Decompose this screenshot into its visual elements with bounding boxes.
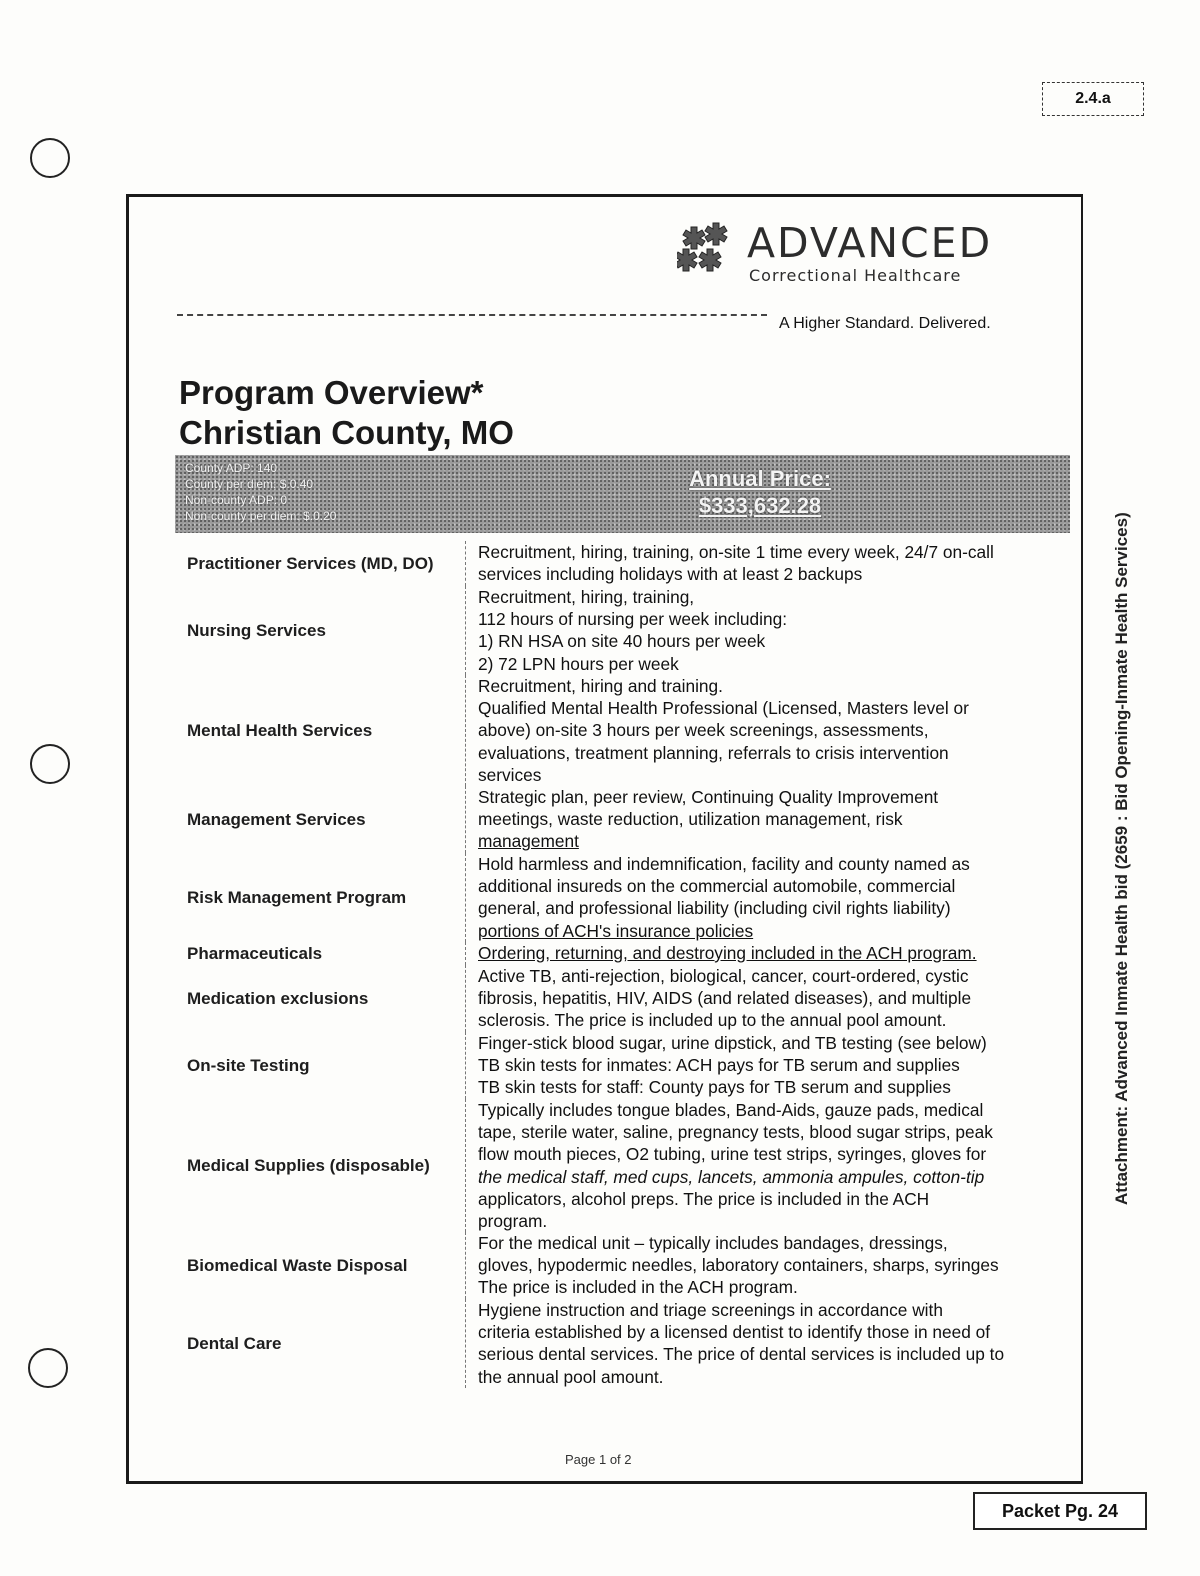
- service-description: Typically includes tongue blades, Band-Aids, gauze pads, medical tape, sterile water, saline, pregnancy tests, blood sugar strips, peak flow mouth pieces, O2 tubing, urine test strips, syringes, gloves for the medical staff, med cups, lancets, ammonia ampules, cotton-tip applicators, alcohol preps. The price is included in the ACH program.: [465, 1099, 1072, 1232]
- annual-price-value: $333,632.28: [698, 493, 822, 518]
- page-title: [179, 373, 514, 453]
- table-row: [177, 1232, 1072, 1299]
- table-row: [177, 942, 1072, 965]
- service-description: Ordering, returning, and destroying included in the ACH program.: [465, 942, 1072, 965]
- service-label: Pharmaceuticals: [187, 944, 323, 963]
- service-label: Risk Management Program: [187, 888, 407, 907]
- attachment-note: Attachment: Advanced Inmate Health bid (2659 : Bid Opening-Inmate Health Services): [1112, 512, 1131, 1205]
- table-row: [177, 1099, 1072, 1232]
- county-per-diem: County per diem: $.0.40: [185, 477, 314, 491]
- service-label: Medical Supplies (disposable): [187, 1156, 430, 1175]
- star-of-life-cluster-icon: [677, 221, 735, 281]
- services-table: [177, 541, 1072, 1388]
- county-adp: County ADP: 140: [185, 461, 278, 475]
- service-label: On-site Testing: [187, 1056, 310, 1075]
- table-row: [177, 965, 1072, 1032]
- tagline: A Higher Standard. Delivered.: [779, 315, 991, 332]
- service-description: Recruitment, hiring and training. Qualified Mental Health Professional (Licensed, Masters level or above) on-site 3 hours per week screenings, assessments, evaluations, treatment planning, referrals to crisis intervention services: [465, 675, 1072, 786]
- brand-name: ADVANCED: [747, 219, 993, 267]
- service-label: Biomedical Waste Disposal: [187, 1256, 408, 1275]
- document-frame: [126, 194, 1083, 1484]
- binder-hole-middle: [30, 744, 70, 784]
- table-row: [177, 1299, 1072, 1388]
- annual-price: [605, 465, 915, 519]
- service-label: Medication exclusions: [187, 989, 369, 1008]
- service-label: Mental Health Services: [187, 721, 373, 740]
- agenda-item-tag: 2.4.a: [1042, 82, 1144, 116]
- title-line-2: Christian County, MO: [179, 414, 514, 451]
- service-description: Recruitment, hiring, training, on-site 1 time every week, 24/7 on-call services including holidays with at least 2 backups: [465, 541, 1072, 586]
- service-label: Nursing Services: [187, 621, 326, 640]
- brand-subtitle: Correctional Healthcare: [749, 266, 962, 285]
- service-description: Strategic plan, peer review, Continuing Quality Improvement meetings, waste reduction, utilization management, risk management: [465, 786, 1072, 853]
- price-banner: [175, 455, 1070, 533]
- service-description: Hold harmless and indemnification, facility and county named as additional insureds on the commercial automobile, commercial general, and professional liability (including civil rights liability) portions of ACH's insurance policies: [465, 853, 1072, 942]
- table-row: [177, 586, 1072, 675]
- title-line-1: Program Overview*: [179, 374, 484, 411]
- non-county-per-diem: Non-county per diem: $.0.20: [185, 509, 337, 523]
- page-number: Page 1 of 2: [565, 1452, 632, 1467]
- table-row: [177, 786, 1072, 853]
- table-row: [177, 853, 1072, 942]
- binder-hole-top: [30, 138, 70, 178]
- service-description: Hygiene instruction and triage screenings in accordance with criteria established by a licensed dentist to identify those in need of serious dental services. The price of dental services is included up to the annual pool amount.: [465, 1299, 1072, 1388]
- service-label: Management Services: [187, 810, 366, 829]
- table-row: [177, 541, 1072, 586]
- service-label: Dental Care: [187, 1334, 282, 1353]
- header-divider: [177, 314, 767, 316]
- service-description: Recruitment, hiring, training, 112 hours of nursing per week including: 1) RN HSA on site 40 hours per week 2) 72 LPN hours per week: [465, 586, 1072, 675]
- table-row: [177, 1032, 1072, 1099]
- service-description: Active TB, anti-rejection, biological, cancer, court-ordered, cystic fibrosis, hepatitis, HIV, AIDS (and related diseases), and multiple sclerosis. The price is included up to the annual pool amount.: [465, 965, 1072, 1032]
- census-info: [185, 460, 336, 524]
- service-description: For the medical unit – typically includes bandages, dressings, gloves, hypodermic needles, laboratory containers, sharps, syringes The price is included in the ACH program.: [465, 1232, 1072, 1299]
- service-label: Practitioner Services (MD, DO): [187, 554, 434, 573]
- non-county-adp: Non-county ADP: 0: [185, 493, 288, 507]
- packet-page-tag: Packet Pg. 24: [973, 1492, 1147, 1530]
- table-row: [177, 675, 1072, 786]
- service-description: Finger-stick blood sugar, urine dipstick, and TB testing (see below) TB skin tests for inmates: ACH pays for TB serum and supplies TB skin tests for staff: County pays for TB serum and supplies: [465, 1032, 1072, 1099]
- brand-logo: [677, 221, 1007, 283]
- annual-price-label: Annual Price:: [689, 466, 831, 491]
- binder-hole-bottom: [28, 1348, 68, 1388]
